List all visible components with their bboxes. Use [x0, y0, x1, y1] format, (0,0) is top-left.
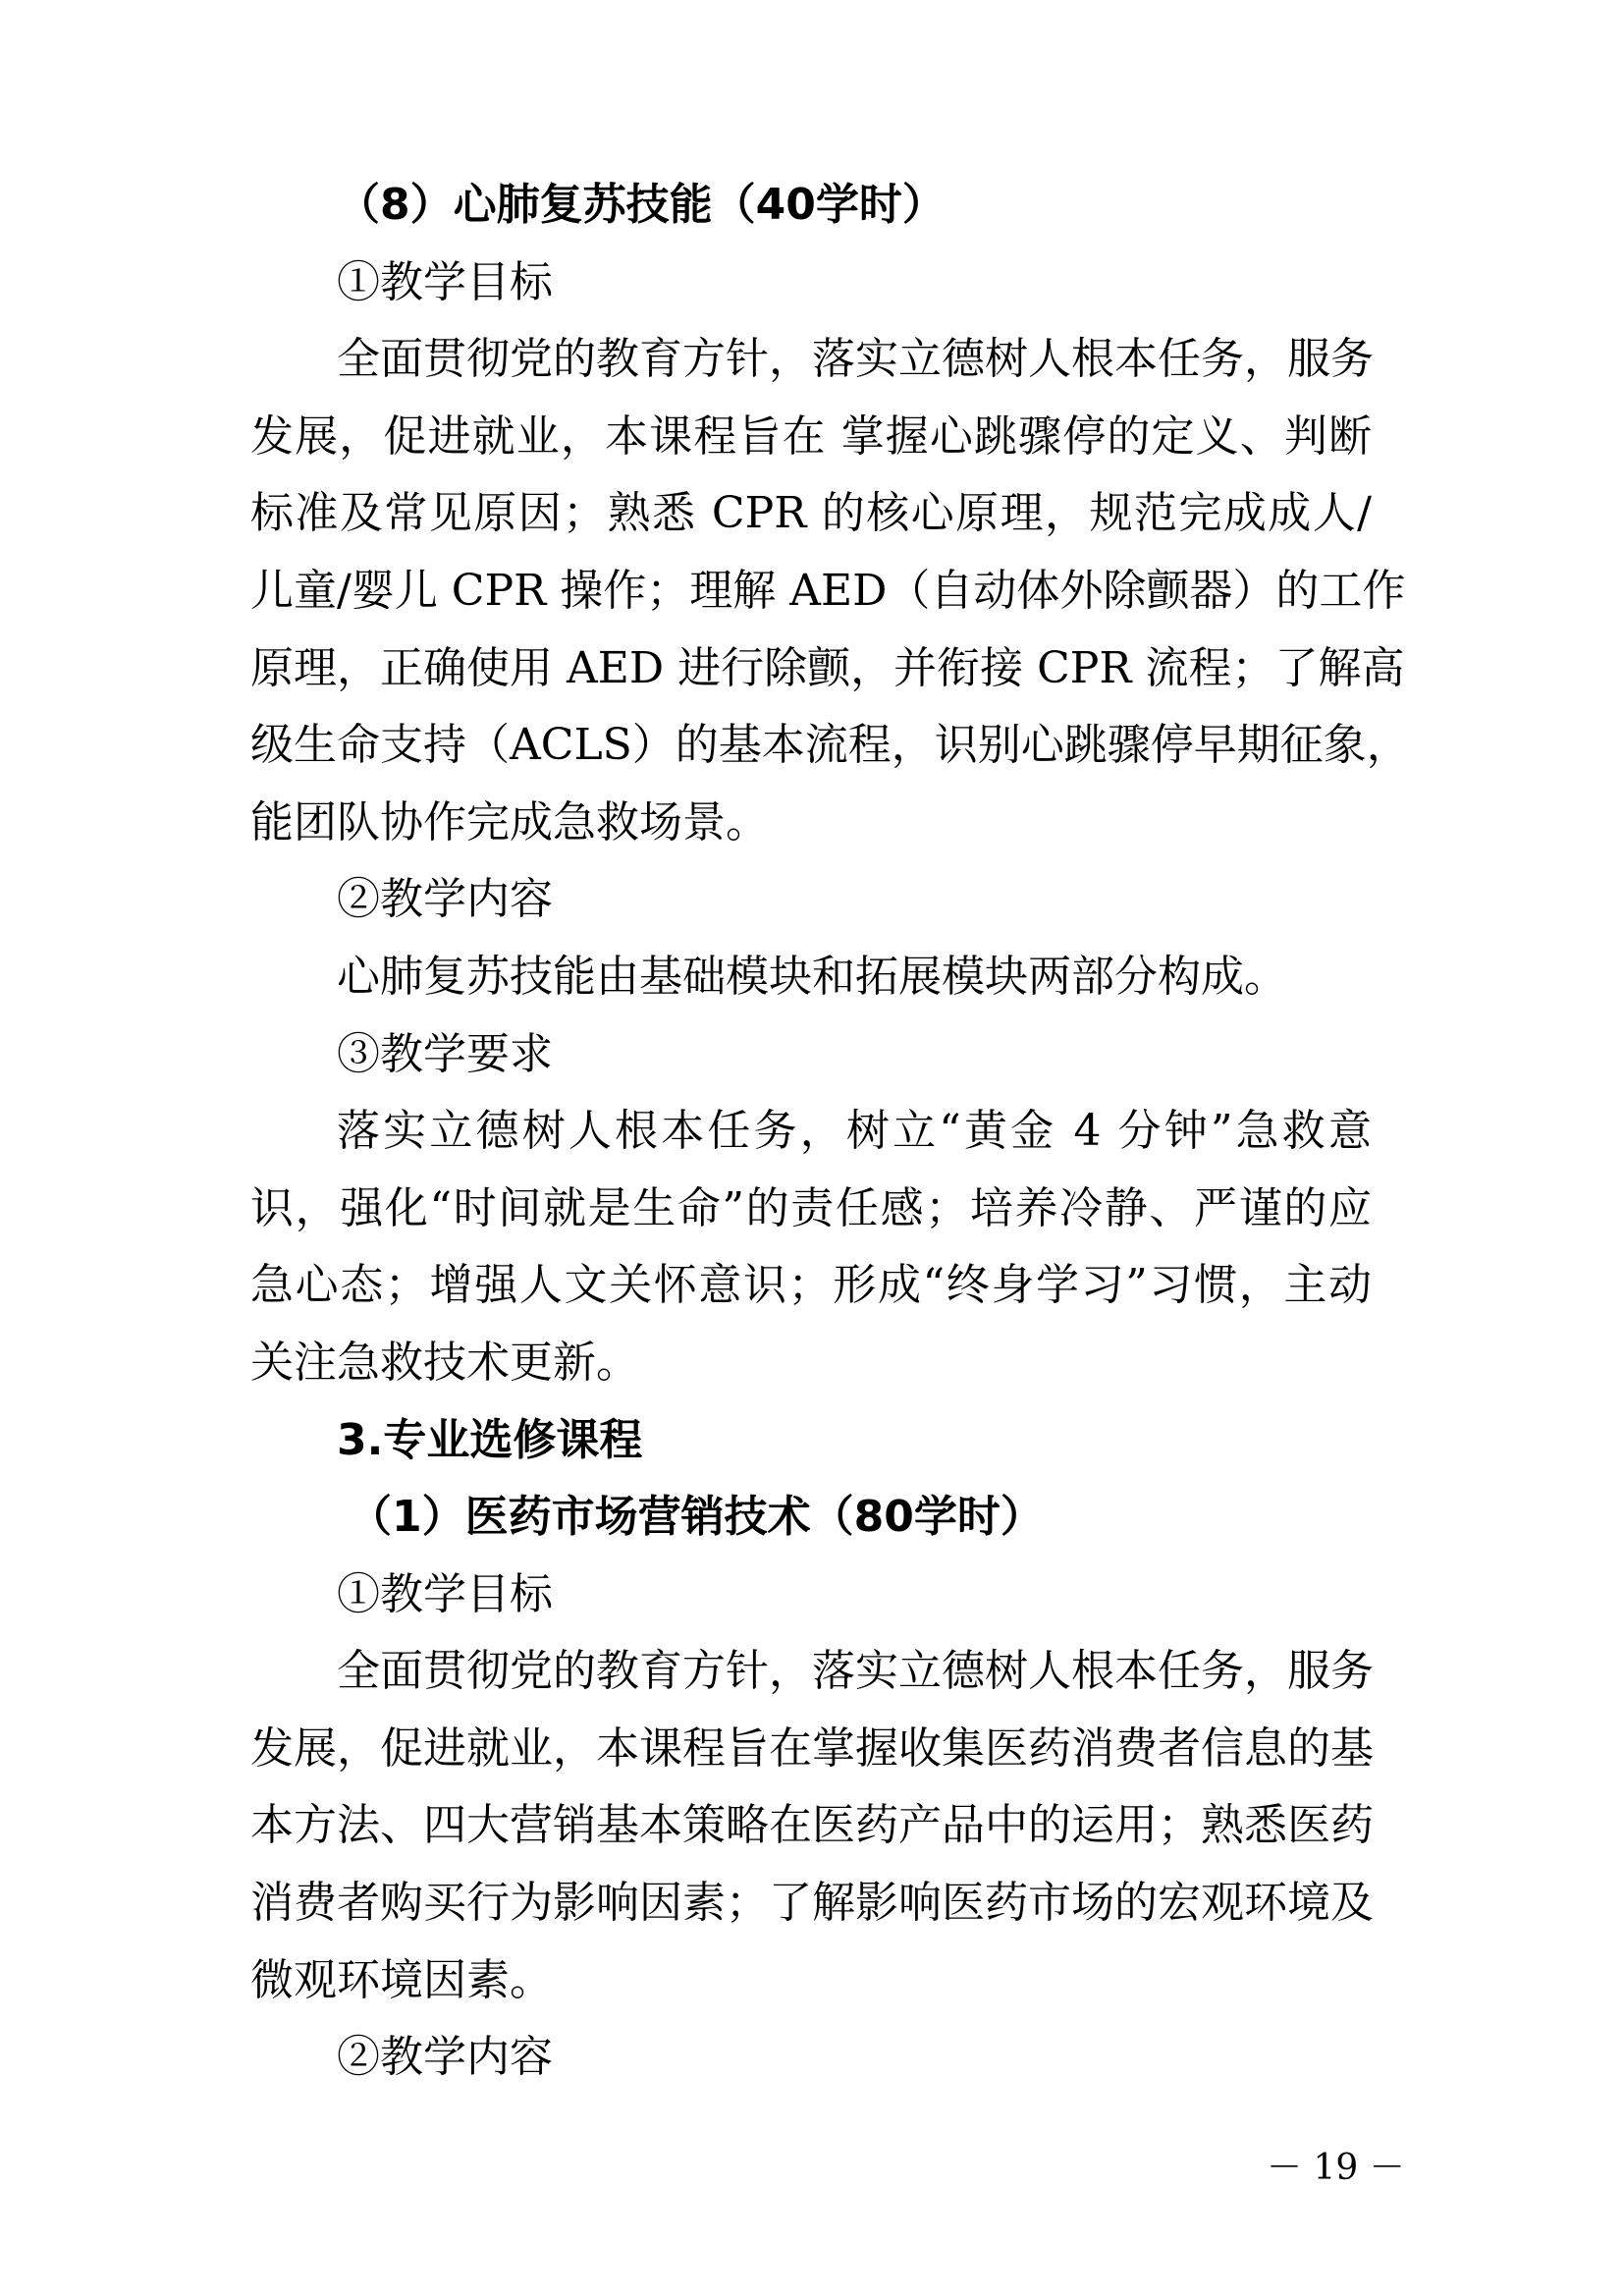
paragraph-line: 发展，促进就业，本课程旨在 掌握心跳骤停的定义、判断: [250, 410, 1372, 462]
paragraph-line: 落实立德树人根本任务，树立“黄金 4 分钟”急救意: [337, 1106, 1372, 1157]
paragraph-line: 心肺复苏技能由基础模块和拓展模块两部分构成。: [337, 951, 1287, 1002]
paragraph-line: 关注急救技术更新。: [250, 1337, 639, 1388]
paragraph-line: 原理，正确使用 AED 进行除颤，并衔接 CPR 流程；了解高: [250, 642, 1405, 693]
page-number: － 19 －: [1267, 2148, 1405, 2188]
subheading-requirements: ③教学要求: [337, 1028, 553, 1079]
subheading-objective: ①教学目标: [337, 1568, 553, 1619]
paragraph-line: 全面贯彻党的教育方针，落实立德树人根本任务，服务: [337, 334, 1374, 385]
subheading-objective: ①教学目标: [337, 256, 553, 307]
paragraph-line: 能团队协作完成急救场景。: [250, 796, 769, 847]
paragraph-line: 儿童/婴儿 CPR 操作；理解 AED（自动体外除颤器）的工作: [250, 565, 1406, 616]
paragraph-line: 微观环境因素。: [250, 1954, 553, 2005]
paragraph-line: 本方法、四大营销基本策略在医药产品中的运用；熟悉医药: [250, 1800, 1374, 1851]
paragraph-line: 发展，促进就业，本课程旨在掌握收集医药消费者信息的基: [250, 1722, 1374, 1774]
paragraph-line: 标准及常见原因；熟悉 CPR 的核心原理，规范完成成人/: [250, 488, 1372, 539]
section-heading-cpr: （8）心肺复苏技能（40学时）: [337, 180, 946, 230]
paragraph-line: 全面贯彻党的教育方针，落实立德树人根本任务，服务: [337, 1646, 1374, 1697]
section-heading-pharma-marketing: （1）医药市场营销技术（80学时）: [349, 1492, 1044, 1543]
paragraph-line: 识，强化“时间就是生命”的责任感；培养冷静、严谨的应: [250, 1182, 1372, 1233]
section-heading-electives: 3.专业选修课程: [337, 1414, 643, 1465]
subheading-content: ②教学内容: [337, 874, 553, 925]
paragraph-line: 消费者购买行为影响因素；了解影响医药市场的宏观环境及: [250, 1878, 1374, 1929]
subheading-content: ②教学内容: [337, 2032, 553, 2083]
paragraph-line: 级生命支持（ACLS）的基本流程，识别心跳骤停早期征象，: [250, 720, 1410, 771]
document-page: [250, 167, 1410, 2097]
paragraph-line: 急心态；增强人文关怀意识；形成“终身学习”习惯，主动: [250, 1260, 1372, 1311]
